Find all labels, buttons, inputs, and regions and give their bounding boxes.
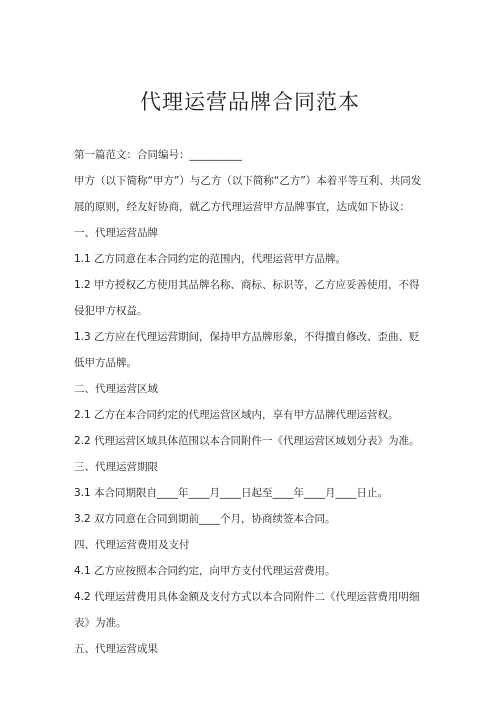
section-heading-5: 五、代理运营成果 <box>74 643 158 655</box>
clause-1-3: 1.3 乙方应在代理运营期间，保持甲方品牌形象，不得擅自修改、歪曲、贬低甲方品牌。 <box>74 331 420 369</box>
section-heading-3: 三、代理运营期限 <box>74 461 158 473</box>
clause-4-1: 4.1 乙方应按照本合同约定，向甲方支付代理运营费用。 <box>74 565 336 577</box>
clause-3-2: 3.2 双方同意在合同到期前____个月，协商续签本合同。 <box>74 513 336 525</box>
clause-1-2: 1.2 甲方授权乙方使用其品牌名称、商标、标识等，乙方应妥善使用，不得侵犯甲方权益。 <box>74 279 420 317</box>
clause-2-1: 2.1 乙方在本合同约定的代理运营区域内，享有甲方品牌代理运营权。 <box>74 409 399 421</box>
section-heading-4: 四、代理运营费用及支付 <box>74 539 190 551</box>
clause-1-1: 1.1 乙方同意在本合同约定的范围内，代理运营甲方品牌。 <box>74 253 347 265</box>
clause-2-2: 2.2 代理运营区域具体范围以本合同附件一《代理运营区域划分表》为准。 <box>74 435 420 447</box>
section-heading-1: 一、代理运营品牌 <box>74 227 158 239</box>
clause-3-1: 3.1 本合同期限自____年____月____日起至____年____月____日止。 <box>74 487 389 499</box>
section-heading-2: 二、代理运营区域 <box>74 383 158 395</box>
clause-4-2: 4.2 代理运营费用具体金额及支付方式以本合同附件二《代理运营费用明细表》为准。 <box>74 591 420 629</box>
contract-number-line: 第一篇范文：合同编号：__________ <box>74 149 242 161</box>
preamble-paragraph: 甲方（以下简称“甲方”）与乙方（以下简称“乙方”）本着平等互利、共同发展的原则，经友好协商，就乙方代理运营甲方品牌事宜，达成如下协议： <box>74 175 422 213</box>
document-title: 代理运营品牌合同范本 <box>140 90 360 114</box>
